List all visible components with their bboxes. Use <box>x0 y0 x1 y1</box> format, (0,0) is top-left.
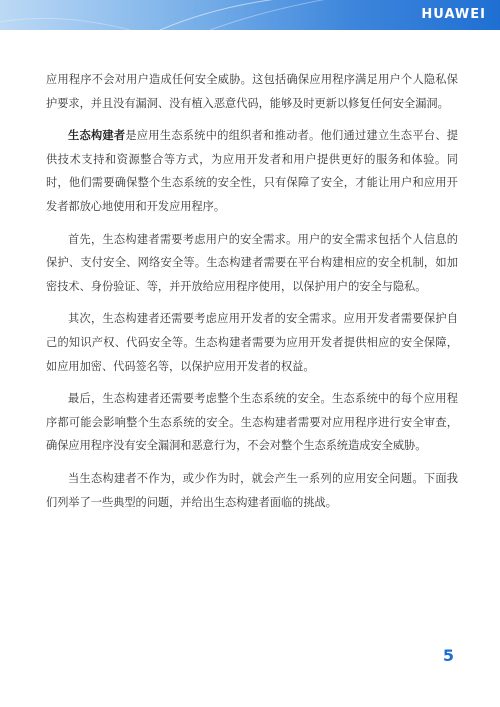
paragraph-text: 应用程序不会对用户造成任何安全威胁。这包括确保应用程序满足用户个人隐私保护要求，并且没有漏洞、没有植入恶意代码，能够及时更新以修复任何安全漏洞。 <box>46 73 458 110</box>
paragraph <box>46 228 458 299</box>
paragraph-text: 当生态构建者不作为，或少作为时，就会产生一系列的应用安全问题。下面我们列举了一些典型的问题，并给出生态构建者面临的挑战。 <box>46 471 458 509</box>
paragraph <box>46 68 458 115</box>
page-number: 5 <box>442 646 454 665</box>
paragraph-text: 是应用生态系统中的组织者和推动者。他们通过建立生态平台、提供技术支持和资源整合等方式，为应用开发者和用户提供更好的服务和体验。同时，他们需要确保整个生态系统的安全性，只有保障了安全，才能让用户和应用开发者都放心地使用和开发应用程序。 <box>46 129 458 213</box>
paragraph-text: 其次，生态构建者还需要考虑应用开发者的安全需求。应用开发者需要保护自己的知识产权、代码安全等。生态构建者需要为应用开发者提供相应的安全保障，如应用加密、代码签名等，以保护应用开发者的权益。 <box>46 312 458 373</box>
paragraph-text: 最后，生态构建者还需要考虑整个生态系统的安全。生态系统中的每个应用程序都可能会影响整个生态系统的安全。生态构建者需要对应用程序进行安全审查，确保应用程序没有安全漏洞和恶意行为，不会对整个生态系统造成安全威胁。 <box>46 392 458 453</box>
paragraph <box>46 307 458 378</box>
document-body <box>46 68 458 523</box>
paragraph <box>46 387 458 458</box>
paragraph-bold-lead: 生态构建者 <box>68 129 126 143</box>
paragraph-text: 首先，生态构建者需要考虑用户的安全需求。用户的安全需求包括个人信息的保护、支付安全、网络安全等。生态构建者需要在平台构建相应的安全机制，如加密技术、身份验证、等，并开放给应用程序使用，以保护用户的安全与隐私。 <box>46 232 458 293</box>
paragraph <box>46 467 458 514</box>
page-header-banner <box>0 0 500 30</box>
paragraph <box>46 124 458 218</box>
brand-logo-text: HUAWEI <box>421 7 486 22</box>
